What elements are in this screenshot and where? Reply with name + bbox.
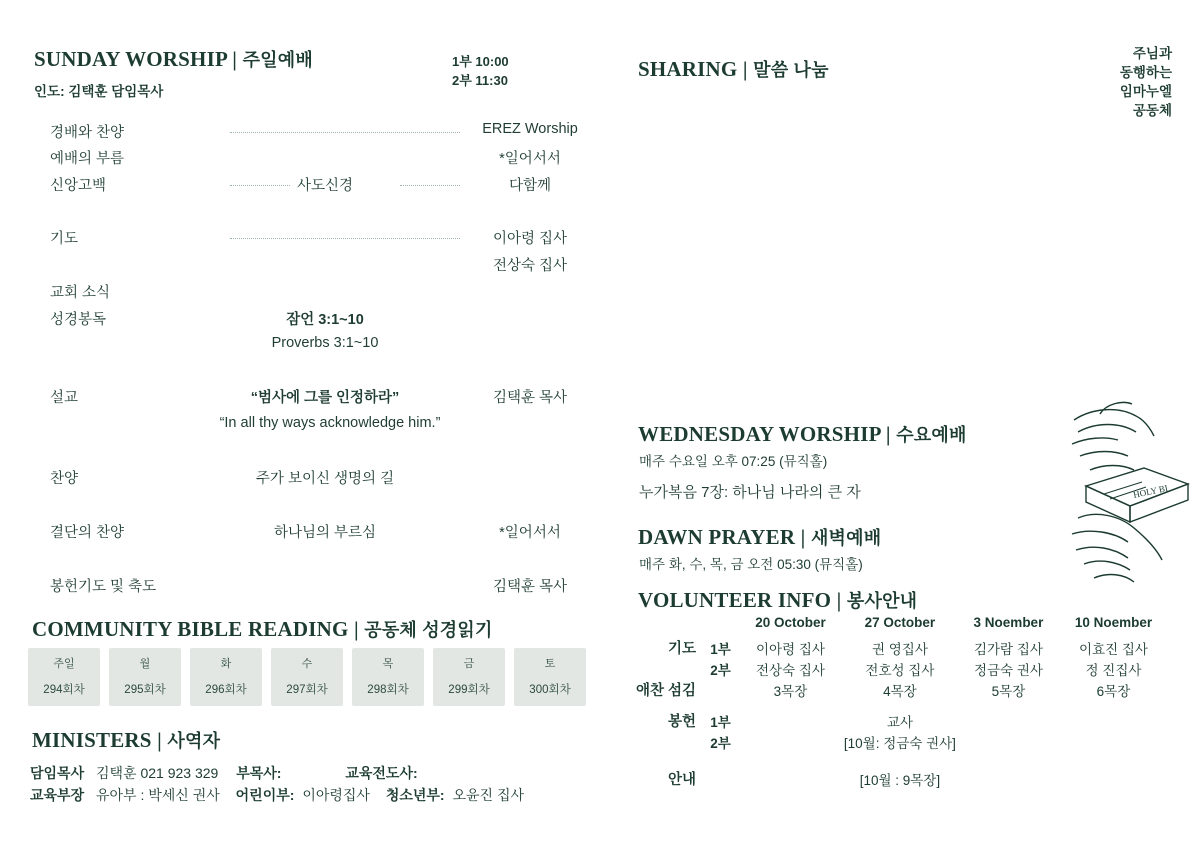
order-person: *일어서서 [499,151,561,167]
volunteer-cell: 이효진 집사 [1078,642,1148,657]
ministers-title-ko: 사역자 [167,731,221,751]
order-row [50,575,570,597]
sunday-worship-title-ko: 주일예배 [242,50,313,70]
volunteer-cell: 6목장 [1096,684,1131,699]
volunteer-category: 애찬 섬김 [636,683,697,699]
volunteer-service-part: 2부 [710,663,731,678]
order-person: *일어서서 [499,525,561,541]
title-separator: | [151,728,168,752]
minister-role: 담임목사 [30,765,85,781]
sharing-title-en: SHARING [638,57,738,81]
service-time-1: 1부 10:00 [452,54,509,69]
cbr-day-cell [271,648,343,706]
volunteer-cell: [10월: 정금숙 권사] [843,736,956,751]
minister-role: 교육전도사: [345,765,418,781]
ministers-title [32,727,220,753]
volunteer-cell [737,702,844,733]
dawn-title-en: DAWN PRAYER [638,525,796,549]
order-detail: 사도신경 [296,178,354,194]
cbr-title-ko: 공동체 성경읽기 [364,620,493,640]
order-person: 김택훈 목사 [492,579,568,595]
volunteer-service-part: 2부 [710,736,731,751]
minister-role: 어린이부: [235,787,295,803]
title-separator: | [795,525,811,549]
volunteer-date-header: 20 October [755,615,826,630]
volunteer-schedule-table [636,612,1166,791]
order-label: 신앙고백 [50,178,107,194]
order-row [50,335,570,357]
cbr-day-cell [190,648,262,706]
volunteer-service-part: 1부 [710,715,731,730]
order-label: 기도 [50,231,79,247]
order-row [50,467,570,489]
wednesday-title-ko: 수요예배 [896,425,967,445]
community-bible-reading-table [28,648,586,706]
volunteer-category: 봉헌 [668,714,697,730]
minister-name: 이아령집사 [302,787,370,803]
order-label: 예배의 부름 [50,151,125,167]
minister-name: 김택훈 021 923 329 [96,765,219,781]
minister-role: 부목사: [236,765,282,781]
cbr-title-en: COMMUNITY BIBLE READING [32,617,349,641]
scripture-reference-en: Proverbs 3:1~10 [271,335,379,351]
minister-name: 오윤진 집사 [452,787,524,803]
minister-role: 청소년부: [385,787,445,803]
motto-line-3: 임마누엘 [1119,84,1172,99]
ministers-line-2 [30,784,590,806]
volunteer-cell [956,754,1061,791]
volunteer-category [636,733,704,754]
sunday-worship-title-en: SUNDAY WORSHIP [34,47,227,71]
volunteer-category [636,660,704,681]
cbr-day-count: 295회차 [124,684,166,696]
order-row [50,521,570,543]
cbr-day-label: 금 [463,658,475,670]
cbr-day-count: 297회차 [286,684,328,696]
title-separator: | [880,422,897,446]
volunteer-cell [956,733,1061,754]
order-label: 교회 소식 [50,285,111,301]
title-separator: | [348,617,365,641]
cbr-day-cell [109,648,181,706]
ministers-title-en: MINISTERS [32,728,152,752]
order-row [50,121,578,143]
volunteer-row [636,660,1166,681]
minister-role: 교육부장 [30,787,85,803]
volunteer-cell [1061,702,1166,733]
volunteer-row [636,733,1166,754]
cbr-day-label: 주일 [53,658,75,670]
dotted-leader [230,132,460,133]
cbr-day-label: 목 [382,658,394,670]
motto-line-2: 동행하는 [1119,65,1172,80]
community-bible-reading-title [32,616,493,642]
volunteer-cell: 전상숙 집사 [755,663,825,678]
sunday-worship-leader: 인도: 김택훈 담임목사 [34,84,164,99]
cbr-day-count: 299회차 [448,684,490,696]
order-row [50,415,570,437]
volunteer-cell [956,702,1061,733]
cbr-day-count: 298회차 [367,684,409,696]
volunteer-row [636,681,1166,702]
order-detail: 하나님의 부르심 [273,525,377,541]
dawn-prayer-schedule: 매주 화, 수, 목, 금 오전 05:30 (뮤직홀) [639,557,863,572]
order-row [50,174,570,196]
volunteer-cell: 3목장 [773,684,808,699]
sharing-title [638,56,829,82]
wednesday-title-en: WEDNESDAY WORSHIP [638,422,881,446]
cbr-day-label: 화 [220,658,232,670]
motto-line-4: 공동체 [1132,103,1172,118]
volunteer-cell [737,733,844,754]
volunteer-cell: 4목장 [883,684,917,699]
service-times [452,52,509,90]
order-label: 설교 [50,390,79,406]
title-separator: | [226,47,243,71]
volunteer-info-title [638,587,917,613]
order-label: 봉헌기도 및 축도 [50,579,157,595]
order-detail: 주가 보이신 생명의 길 [255,471,395,487]
volunteer-header-row [636,612,1166,639]
volunteer-cell: [10월 : 9목장] [859,773,941,788]
volunteer-cell: 권 영집사 [871,642,928,657]
hand-holding-bible-illustration [1070,398,1200,598]
volunteer-service-part [704,681,737,702]
volunteer-category: 기도 [668,641,697,657]
volunteer-cell [1061,754,1166,791]
order-row [50,254,570,276]
order-person: 전상숙 집사 [492,258,568,274]
order-label: 성경봉독 [50,312,107,328]
order-row [50,308,570,330]
cbr-day-label: 수 [301,658,313,670]
volunteer-cell: 전호성 집사 [865,663,935,678]
order-row [50,227,570,249]
cbr-day-count: 294회차 [43,684,85,696]
wednesday-schedule: 매주 수요일 오후 07:25 (뮤직홀) [639,454,828,469]
volunteer-cell: 정금숙 권사 [973,663,1043,678]
order-row [50,147,570,169]
title-separator: | [737,57,754,81]
service-time-2: 2부 11:30 [452,73,508,88]
order-person: 김택훈 목사 [492,390,568,406]
order-label: 결단의 찬양 [50,525,125,541]
order-person: 다함께 [508,178,552,194]
scripture-reference: 잠언 3:1~10 [286,312,364,328]
sharing-title-ko: 말씀 나눔 [753,60,829,80]
cbr-day-cell [433,648,505,706]
volunteer-cell: 5목장 [991,684,1026,699]
wednesday-passage: 누가복음 7장: 하나님 나라의 큰 자 [639,484,861,501]
ministers-line-1 [30,762,590,784]
order-row [50,281,570,303]
volunteer-row [636,754,1166,791]
volunteer-row [636,702,1166,733]
volunteer-title-ko: 봉사안내 [846,591,918,611]
volunteer-cell [737,754,844,791]
sermon-title-en: “In all thy ways acknowledge him.” [219,415,441,431]
cbr-day-count: 296회차 [205,684,247,696]
sunday-worship-title [34,46,313,72]
cbr-day-label: 월 [139,658,151,670]
volunteer-service-part [704,754,737,791]
cbr-day-cell [28,648,100,706]
motto-line-1: 주님과 [1132,46,1172,61]
dawn-prayer-title [638,524,881,550]
cbr-day-count: 300회차 [529,684,571,696]
minister-name: 유아부 : 박세신 권사 [96,787,220,803]
dawn-title-ko: 새벽예배 [810,528,882,548]
volunteer-cell: 정 진집사 [1085,663,1142,678]
volunteer-cell: 이아령 집사 [755,642,825,657]
wednesday-worship-title [638,421,967,447]
order-row [50,386,570,408]
volunteer-date-header: 27 October [864,615,936,630]
cbr-day-cell [514,648,586,706]
volunteer-row [636,639,1166,660]
dotted-leader [230,238,460,239]
volunteer-title-en: VOLUNTEER INFO [638,588,832,612]
church-motto [1120,44,1172,120]
cbr-day-cell [352,648,424,706]
order-person: EREZ Worship [482,121,578,137]
volunteer-date-header: 10 Noember [1074,615,1153,630]
order-label: 찬양 [50,471,79,487]
order-person: 이아령 집사 [492,231,568,247]
cbr-day-label: 토 [544,658,556,670]
volunteer-cell: 교사 [886,715,913,730]
svg-text:HOLY BI: HOLY BI [1132,482,1169,500]
ministers-list [30,762,590,806]
volunteer-date-header: 3 Noember [973,615,1044,630]
volunteer-cell: 김가람 집사 [973,642,1043,657]
volunteer-category: 안내 [668,772,697,788]
order-label: 경배와 찬양 [50,125,125,141]
volunteer-service-part: 1부 [710,642,731,657]
title-separator: | [831,588,847,612]
sermon-title: “범사에 그를 인정하라” [250,390,400,406]
volunteer-cell [1061,733,1166,754]
